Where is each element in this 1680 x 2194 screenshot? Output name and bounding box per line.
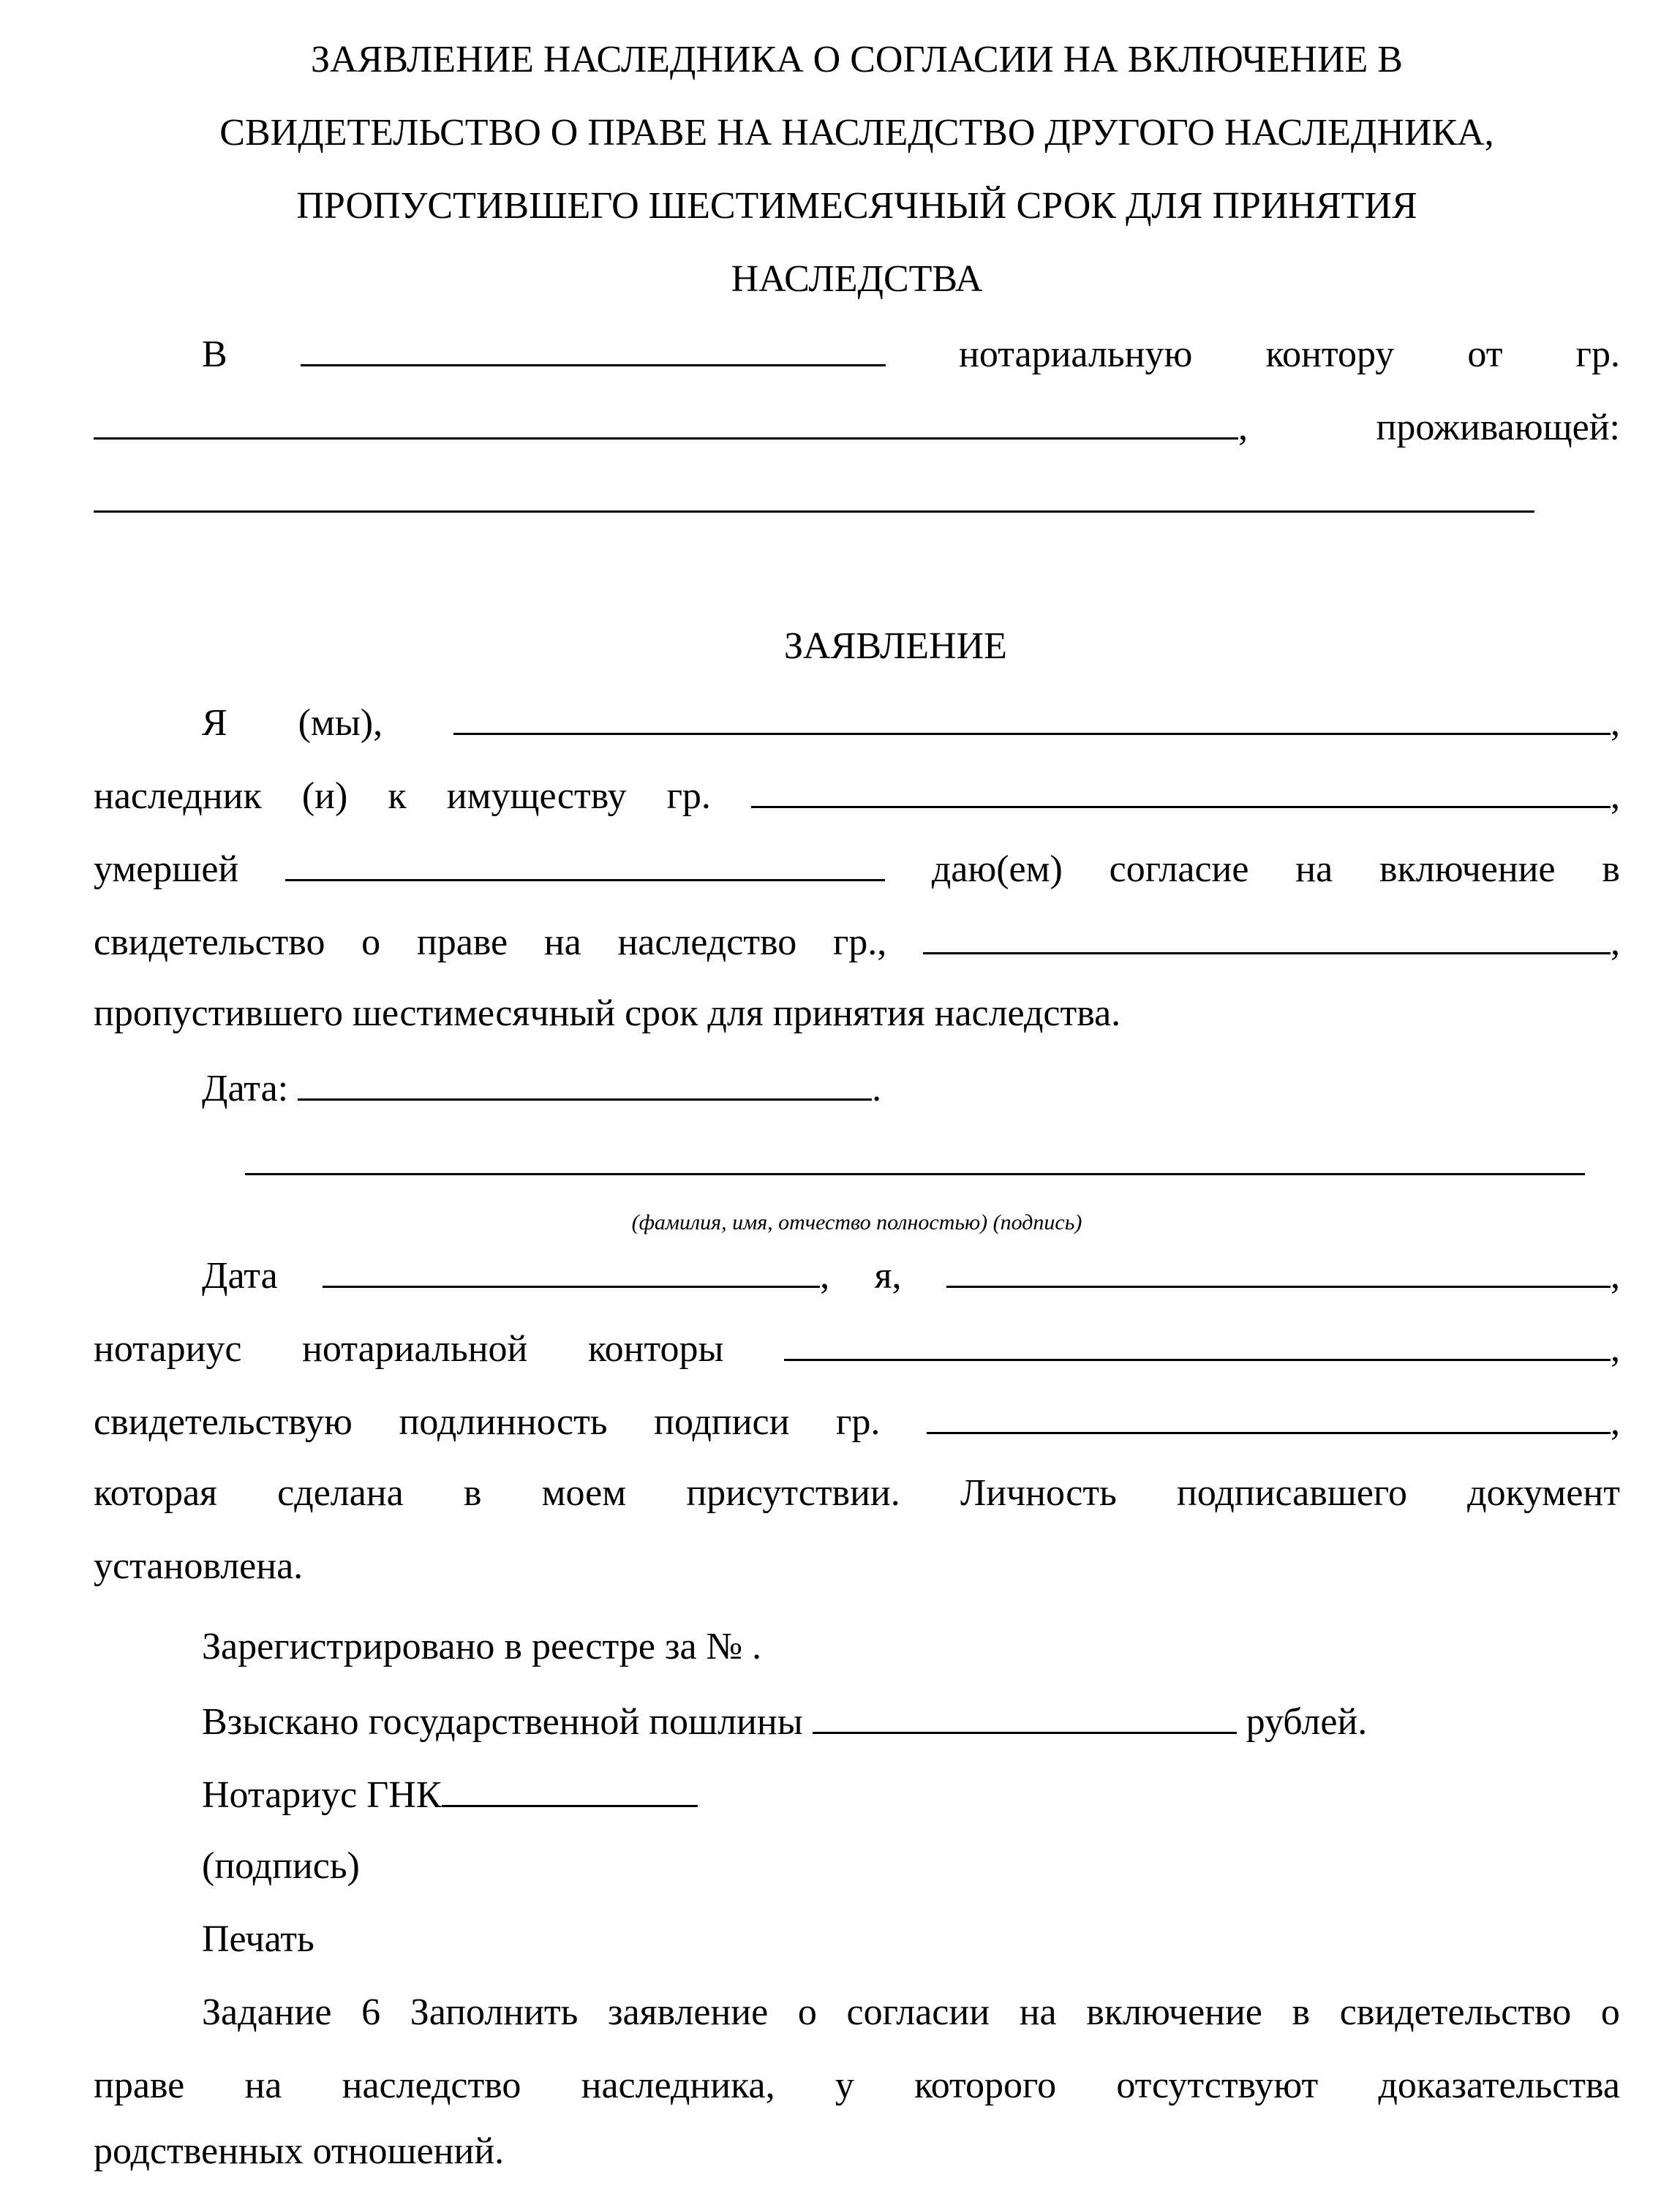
death-date-blank[interactable] [285, 837, 885, 881]
header-v: В [202, 333, 227, 375]
notary-office-name-blank[interactable] [784, 1316, 1611, 1361]
body-word: даю(ем) [931, 848, 1063, 890]
title-line-2: СВИДЕТЕЛЬСТВО О ПРАВЕ НА НАСЛЕДСТВО ДРУГОГО НАСЛЕДНИКА, [219, 112, 1494, 154]
notary-word: моем [541, 1472, 627, 1514]
fee-amount-blank[interactable] [813, 1689, 1237, 1734]
notary-gnk-line [94, 1763, 1620, 1824]
notary-word: гр. [836, 1401, 881, 1443]
header-line-2 [94, 395, 1620, 456]
title-line-3: ПРОПУСТИВШЕГО ШЕСТИМЕСЯЧНЫЙ СРОК ДЛЯ ПРИНЯТИЯ [296, 185, 1417, 227]
notary-word: подлинность [399, 1401, 608, 1443]
comma: , [1611, 1328, 1620, 1370]
statement-heading: ЗАЯВЛЕНИЕ [784, 625, 1007, 667]
notary-word: нотариус [94, 1328, 242, 1370]
signature-line[interactable] [245, 1173, 1585, 1175]
header-word: контору [1265, 333, 1395, 375]
task-word: праве [94, 2065, 185, 2106]
notary-line-2 [94, 1316, 1620, 1378]
notary-word: нотариальной [302, 1328, 528, 1370]
period: . [872, 1068, 882, 1109]
comma: , [1610, 921, 1620, 963]
body-word: свидетельство [94, 921, 325, 963]
task-word: 6 [361, 1991, 381, 2033]
comma: , [1610, 1255, 1620, 1297]
heirs-name-group [453, 690, 1620, 754]
body-word: (мы), [298, 702, 383, 744]
deceased-name-blank[interactable] [751, 764, 1611, 808]
seal-label: Печать [202, 1918, 314, 1960]
task-word: согласии [846, 1991, 990, 2033]
comma: , [1238, 407, 1248, 448]
body-word: о [361, 921, 381, 963]
header-word: нотариальную [959, 333, 1193, 375]
notary-gnk-label: Нотариус ГНК [202, 1774, 442, 1816]
body-word: наследник [94, 775, 262, 817]
notary-line-1 [94, 1243, 1620, 1305]
notary-word: Дата [202, 1255, 278, 1297]
body-word: наследство [617, 921, 797, 963]
task-word: которого [914, 2065, 1057, 2106]
notary-signature-blank[interactable] [442, 1763, 698, 1807]
body-line-3 [94, 837, 1620, 898]
notary-line-4 [94, 1463, 1620, 1524]
registered-line: Зарегистрировано в реестре за № . [202, 1626, 762, 1667]
task-word: отсутствуют [1116, 2065, 1319, 2106]
header-word: гр. [1575, 333, 1620, 375]
notary-line-3 [94, 1390, 1620, 1451]
comma: , [1610, 702, 1620, 744]
task-word: включение [1086, 1991, 1262, 2033]
title-line-4: НАСЛЕДСТВА [731, 258, 983, 300]
comma: , [820, 1255, 830, 1297]
notary-word: которая [94, 1472, 217, 1514]
task-word: свидетельство [1339, 1991, 1572, 2033]
notary-line-5: установлена. [94, 1545, 304, 1587]
task-line-1 [94, 1982, 1620, 2043]
notary-word: подписи [654, 1401, 790, 1443]
body-word: включение [1379, 848, 1556, 890]
task-word: у [835, 2065, 854, 2106]
comma: , [1610, 775, 1620, 817]
task-word: Заполнить [410, 1991, 579, 2033]
fee-suffix: рублей. [1246, 1701, 1368, 1743]
statement-date-blank[interactable] [298, 1056, 872, 1101]
notary-word: подписавшего [1177, 1472, 1407, 1514]
date-label: Дата: [202, 1068, 289, 1109]
title-line-1: ЗАЯВЛЕНИЕ НАСЛЕДНИКА О СОГЛАСИИ НА ВКЛЮЧЕНИЕ В [311, 39, 1403, 80]
notary-word: в [463, 1472, 482, 1514]
body-word: праве [416, 921, 508, 963]
applicant-name-group [94, 395, 1248, 459]
task-word: заявление [608, 1991, 769, 2033]
notary-word: Личность [960, 1472, 1117, 1514]
body-word: к [388, 775, 407, 817]
body-word: Я [202, 702, 227, 744]
fee-line [94, 1689, 1620, 1751]
body-word: имуществу [446, 775, 627, 817]
comma: , [1610, 1401, 1620, 1443]
notary-word: конторы [587, 1328, 724, 1370]
task-word: наследство [342, 2065, 521, 2106]
body-word: умершей [94, 848, 239, 890]
header-line-3 [94, 468, 1620, 529]
notary-name-blank[interactable] [946, 1243, 1611, 1288]
signer-name-group [927, 1390, 1620, 1453]
task-word: наследника, [581, 2065, 775, 2106]
notary-word: сделана [277, 1472, 404, 1514]
task-word: доказательства [1378, 2065, 1620, 2106]
heirs-name-blank[interactable] [453, 690, 1611, 735]
task-word: о [797, 1991, 817, 2033]
header-word: от [1467, 333, 1503, 375]
body-word: на [543, 921, 581, 963]
task-line-2 [94, 2055, 1620, 2116]
body-word: гр. [666, 775, 711, 817]
other-heir-blank[interactable] [923, 910, 1611, 954]
body-word: гр., [832, 921, 887, 963]
body-line-5: пропустившего шестимесячный срок для принятия наследства. [94, 992, 1121, 1034]
body-word: в [1602, 848, 1620, 890]
body-line-4 [94, 910, 1620, 971]
deceased-name-group [751, 764, 1620, 827]
notary-date-group [323, 1243, 829, 1307]
notary-date-blank[interactable] [323, 1243, 820, 1288]
notary-word: присутствии. [686, 1472, 900, 1514]
body-date-line [94, 1056, 1620, 1117]
task-word: в [1292, 1991, 1311, 2033]
notary-word: свидетельствую [94, 1401, 353, 1443]
task-word: на [1019, 1991, 1057, 2033]
address-blank[interactable] [94, 468, 1534, 513]
task-word: на [244, 2065, 282, 2106]
task-word: о [1600, 1991, 1620, 2033]
notary-word: я, [874, 1255, 902, 1297]
body-word: на [1295, 848, 1333, 890]
body-word: (и) [301, 775, 348, 817]
header-line-1 [94, 322, 1620, 383]
task-line-3: родственных отношений. [94, 2130, 505, 2172]
applicant-name-blank[interactable] [94, 395, 1238, 440]
header-residing: проживающей: [1376, 407, 1620, 448]
signature-label: (подпись) [202, 1845, 360, 1887]
notary-office-blank[interactable] [301, 322, 886, 366]
other-heir-group [923, 910, 1620, 973]
notary-word: документ [1467, 1472, 1620, 1514]
notary-name-group [946, 1243, 1620, 1307]
signer-name-blank[interactable] [927, 1390, 1611, 1434]
body-line-1 [94, 690, 1620, 752]
fee-prefix: Взыскано государственной пошлины [202, 1701, 803, 1743]
notary-office-group [784, 1316, 1620, 1380]
body-line-2 [94, 764, 1620, 825]
body-word: согласие [1109, 848, 1249, 890]
task-word: Задание [202, 1991, 332, 2033]
signature-caption: (фамилия, имя, отчество полностью) (подпись) [631, 1210, 1082, 1234]
